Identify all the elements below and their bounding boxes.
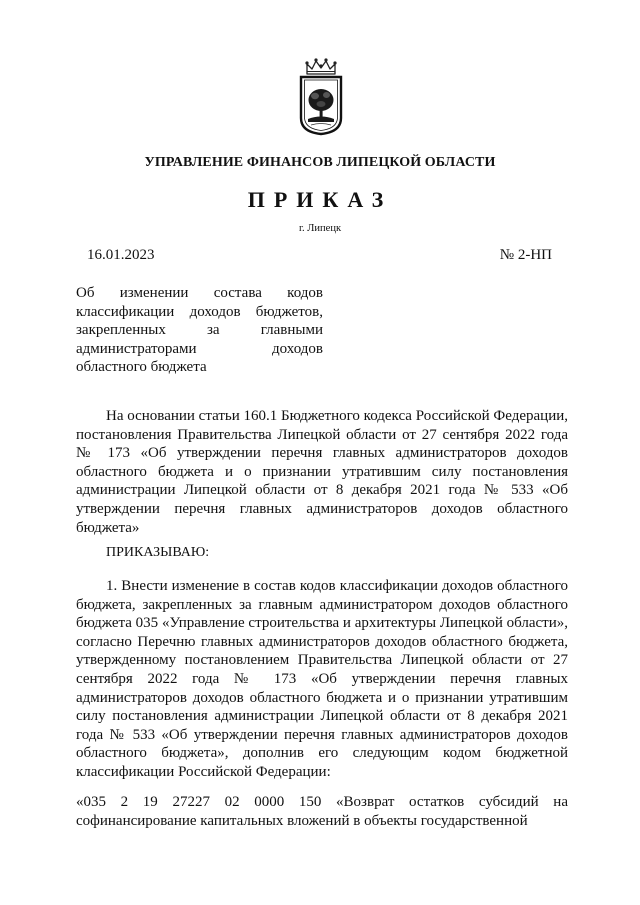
budget-code-paragraph: «035 2 19 27227 02 0000 150 «Возврат остатков субсидий на софинансирование капитальных вложений в объекты государственной — [76, 794, 568, 829]
order-word: ПРИКАЗЫВАЮ: — [106, 545, 210, 560]
organization-name: УПРАВЛЕНИЕ ФИНАНСОВ ЛИПЕЦКОЙ ОБЛАСТИ — [144, 155, 496, 170]
preamble-paragraph: На основании статьи 160.1 Бюджетного кодекса Российской Федерации, постановления Правительства Липецкой области от 27 сентября 2022 года № 173 «Об утверждении перечня главных администраторов доходов областного бюджета и о признании утратившим силу постановления администрации Липецкой области от 8 декабря 2021 года № 533 «Об утверждении перечня главных администраторов доходов областного бюджета» — [76, 408, 568, 536]
subject-line: классификации доходов бюджетов, — [76, 303, 323, 320]
document-date: 16.01.2023 — [87, 247, 155, 263]
subject-line: Об изменении состава кодов — [76, 285, 323, 301]
item-1-paragraph: 1. Внести изменение в состав кодов классификации доходов областного бюджета, закрепленных за главным администратором доходов областного бюджета 035 «Управление строительства и архитектуры Липецкой области», согласно Перечню главных администраторов доходов областного бюджета, утвержденному постановлением Правительства Липецкой области от 27 сентября 2022 года № 173 «Об утверждении перечня главных администраторов доходов областного бюджета и о признании утратившим силу постановления администрации Липецкой области от 8 декабря 2021 года № 533 «Об утверждении перечня главных администраторов доходов областного бюджета», дополнив его следующим кодом бюджетной классификации Российской Федерации: — [76, 578, 568, 780]
document-type-title: ПРИКАЗ — [247, 187, 393, 212]
document-subject — [76, 284, 323, 377]
lipetsk-coat-of-arms-icon — [298, 56, 344, 136]
document-number: № 2-НП — [499, 247, 552, 263]
subject-line: администраторами доходов — [76, 340, 323, 357]
city-label: г. Липецк — [298, 223, 342, 234]
subject-line: закрепленных за главными — [76, 322, 323, 338]
subject-line: областного бюджета — [76, 359, 207, 375]
